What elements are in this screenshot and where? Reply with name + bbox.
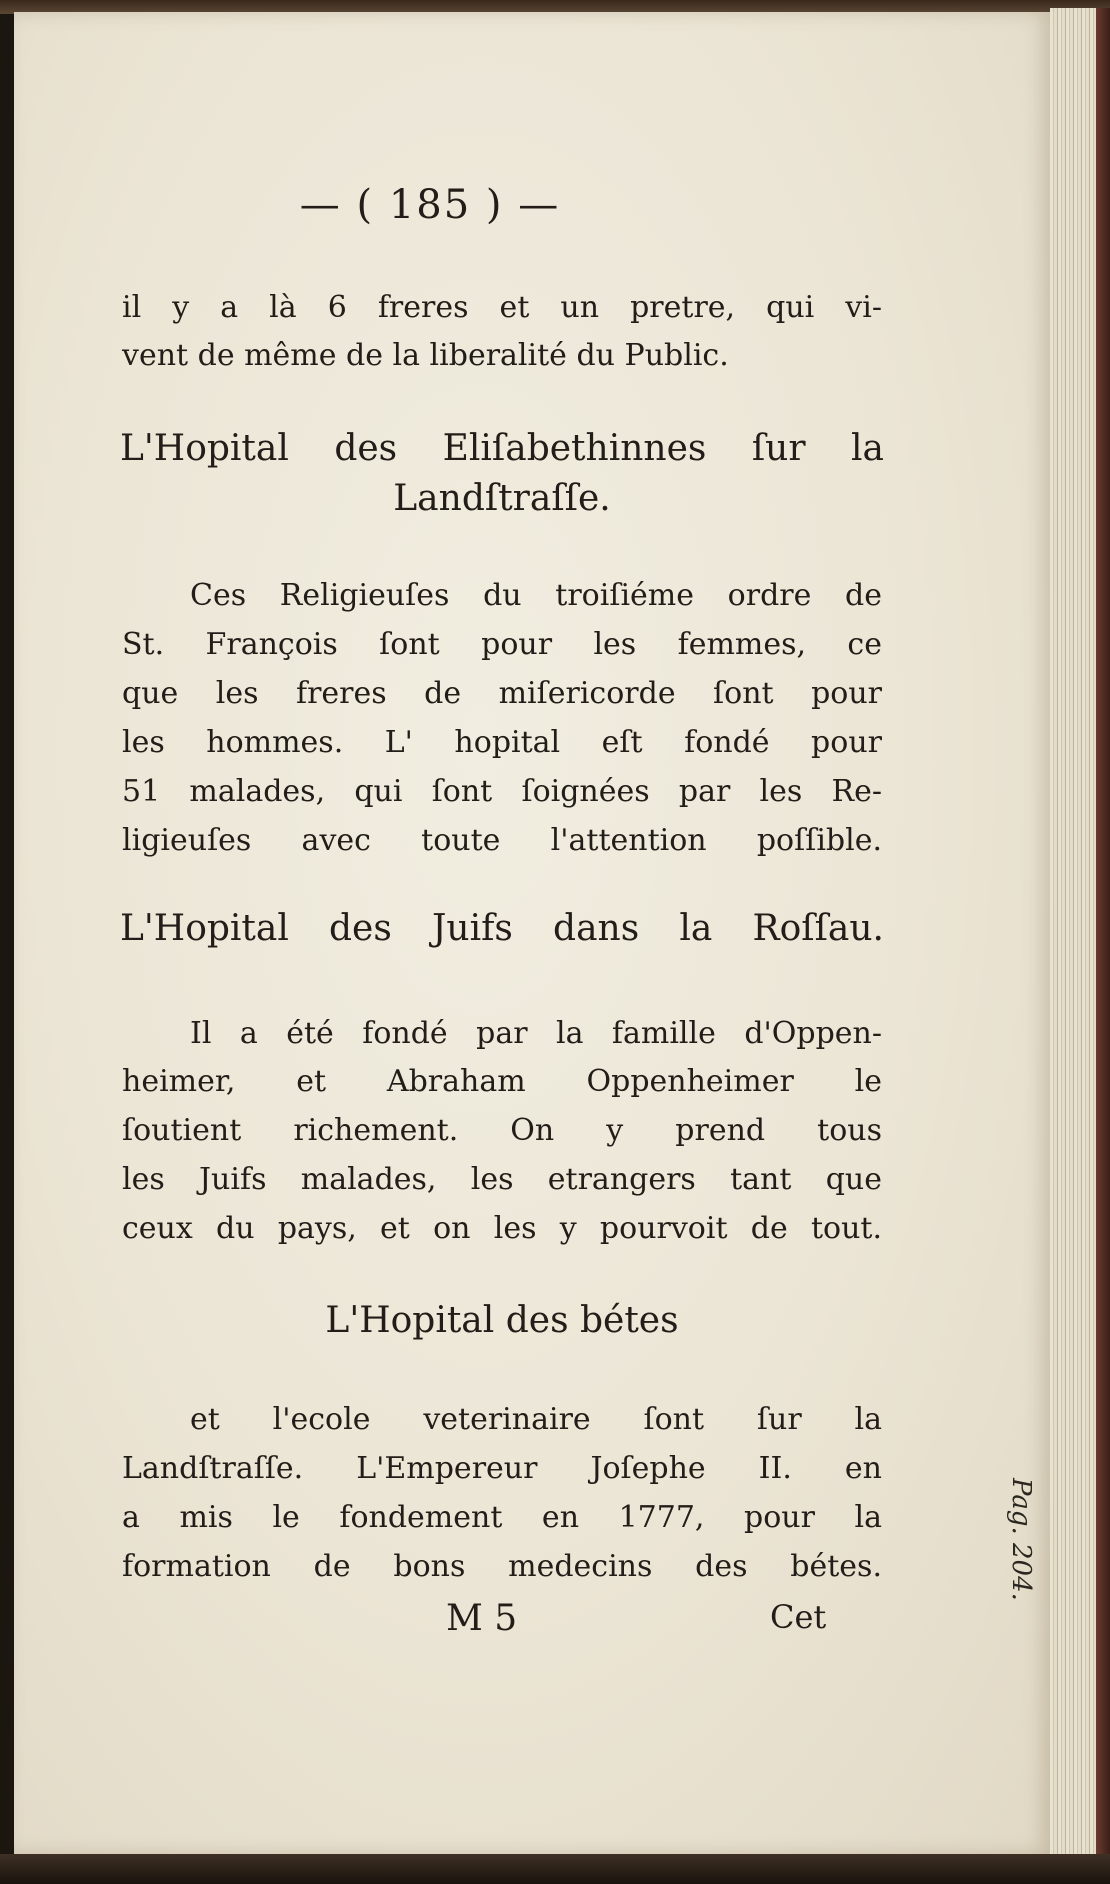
- text-line: Landſtraſſe. L'Empereur Joſephe II. en: [122, 1451, 882, 1486]
- section-heading-juifs: L'Hopital des Juifs dans la Roſſau.: [120, 908, 884, 949]
- text-line: a mis le fondement en 1777, pour la: [122, 1500, 882, 1535]
- section-heading-elisabethinnes-cont: Landſtraſſe.: [393, 478, 611, 519]
- page-number: — ( 185 ) —: [299, 182, 561, 228]
- signature-mark: M 5: [446, 1598, 518, 1639]
- text-line: Il a été fondé par la famille d'Oppen-: [190, 1016, 882, 1051]
- section-heading-betes: L'Hopital des bétes: [325, 1300, 679, 1341]
- text-line: ceux du pays, et on les y pourvoit de tout.: [122, 1211, 882, 1246]
- catchword: Cet: [770, 1598, 827, 1636]
- margin-handwritten-note: Pag. 204.: [1006, 1478, 1036, 1601]
- text-line: ſoutient richement. On y prend tous: [122, 1113, 882, 1148]
- book-cover-edge: [1096, 8, 1110, 1858]
- text-line: heimer, et Abraham Oppenheimer le: [122, 1064, 882, 1099]
- text-line: les hommes. L' hopital eſt fondé pour: [122, 725, 882, 760]
- text-line: Ces Religieuſes du troiſiéme ordre de: [190, 578, 882, 613]
- text-line: formation de bons medecins des bétes.: [122, 1549, 882, 1584]
- text-line: St. François ſont pour les femmes, ce: [122, 627, 882, 662]
- section-heading-elisabethinnes: L'Hopital des Eliſabethinnes ſur la: [120, 428, 884, 469]
- text-line: que les freres de miſericorde ſont pour: [122, 676, 882, 711]
- text-line: il y a là 6 freres et un pretre, qui vi-: [122, 290, 882, 325]
- text-line: les Juifs malades, les etrangers tant que: [122, 1162, 882, 1197]
- text-line: ligieuſes avec toute l'attention poſſible.: [122, 823, 882, 858]
- bottom-shadow: [0, 1854, 1110, 1884]
- text-line: et l'ecole veterinaire ſont ſur la: [190, 1402, 882, 1437]
- text-line: vent de même de la liberalité du Public.: [122, 338, 729, 373]
- text-line: 51 malades, qui ſont ſoignées par les Re-: [122, 774, 882, 809]
